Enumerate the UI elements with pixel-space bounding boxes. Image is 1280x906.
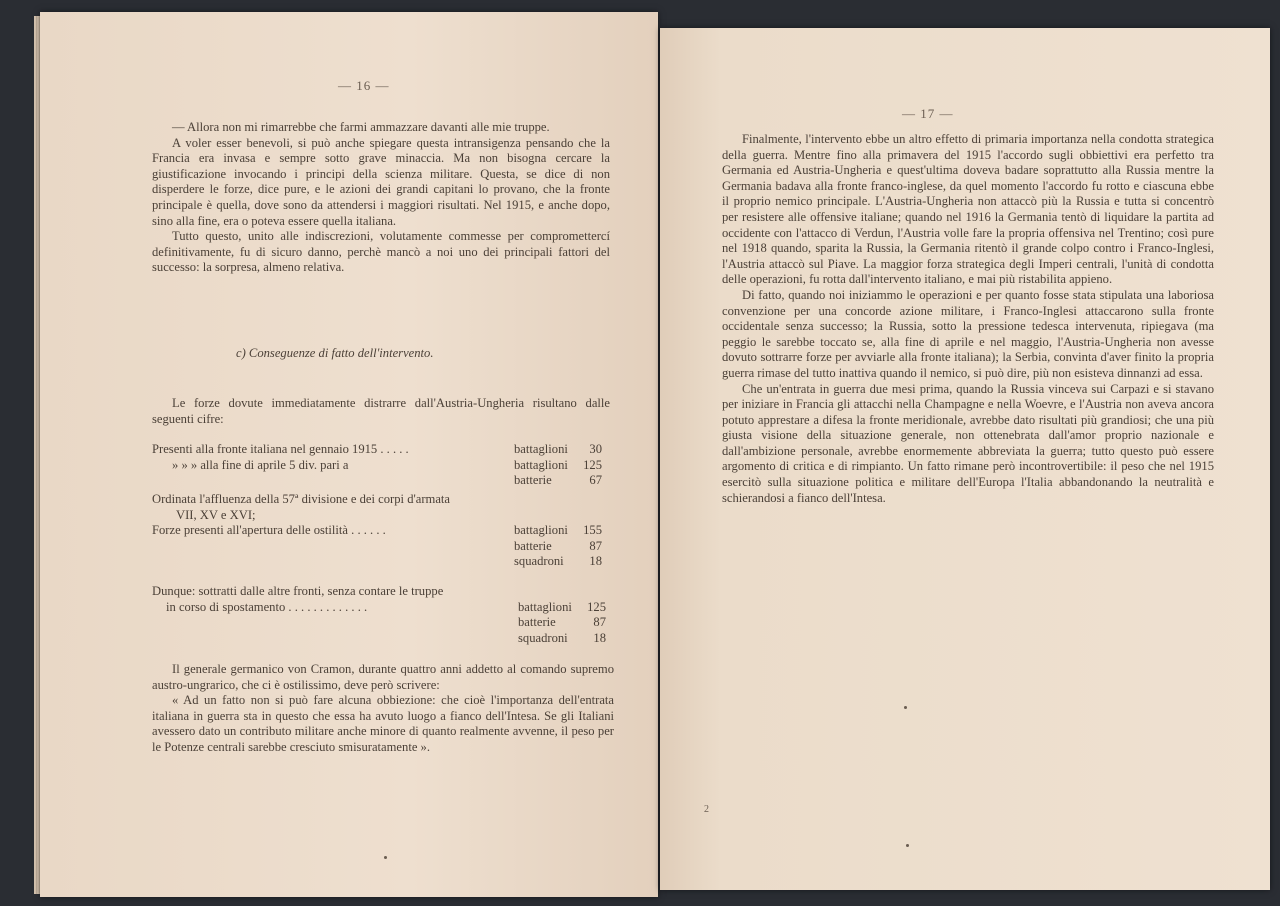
row-unit: batterie <box>518 615 556 630</box>
paper-speck <box>384 856 387 859</box>
table-row <box>152 600 612 616</box>
paragraph: Finalmente, l'intervento ebbe un altro effetto di primaria importanza nella condotta strategica della guerra. Mentre fino alla primavera del 1915 l'accordo sugli obbiettivi era perfetto tra Germania ed Austria-Ungheria e quest'ultima doveva badare soprattutto alla Russia mentre la Germania badava alla fronte franco-inglese, da quel momento l'accordo fu rotto e ciascuna ebbe il proprio nemico principale. L'Austria-Ungheria non attaccò più la Russia e tutta si concentrò per resistere alle offensive italiane; quando nel 1916 la Germania tentò di liquidare la partita ad occidente con l'attacco di Verdun, l'Austria volle fare la propria offensiva nel Trentino; così pure nel 1918 quando, sparita la Russia, la Germania ritentò il grande colpo contro i Franco-Inglesi, l'Austria attaccò sul Piave. La maggior forza strategica degli Imperi centrali, l'unità di condotta delle operazioni, fu rotta dall'intervento italiano, e mai più ristabilita appieno. <box>722 132 1214 287</box>
paragraph: A voler esser benevoli, si può anche spiegare questa intransigenza pensando che la Francia era invasa e sempre sotto grave minaccia. Ma non bisogna cercare la giustificazione invocando i principi della scienza militare. Questa, se dice di non disperdere le forze, dice pure, e le azioni dei grandi capitani lo provano, che la fronte principale è quella, dove sono da attendersi i maggiori risultati. Nel 1915, e anche dopo, sino alla fine, era o poteva essere quella italiana. <box>152 135 610 228</box>
row-value: 30 <box>589 442 602 456</box>
paragraph: — Allora non mi rimarrebbe che farmi ammazzare davanti alle mie truppe. <box>172 120 550 134</box>
forces-table-1 <box>152 442 612 489</box>
table-row <box>152 523 612 539</box>
table-row <box>152 442 612 458</box>
row-value: 87 <box>589 538 602 553</box>
line-text: VII, XV e XVI; <box>176 507 256 522</box>
row-unit: batterie <box>514 473 552 488</box>
quotation: « Ad un fatto non si può fare alcuna obbiezione: che cioè l'importanza dell'entrata italiana in guerra sta in questo che essa ha avuto luogo a fianco dell'Intesa. Se gli Italiani avessero dato un contributo militare anche minore di quanto realmente avvenne, il peso per le Potenze centrali sarebbe cresciuto smisuratamente ». <box>152 693 614 754</box>
row-unit: battaglioni <box>514 442 568 456</box>
paper-speck <box>906 844 909 847</box>
text-line <box>152 584 612 600</box>
paragraph: Che un'entrata in guerra due mesi prima, quando la Russia vinceva sui Carpazi e si stavano per iniziare in Francia gli attacchi nella Champagne e nella Woevre, e l'Austria non aveva ancora potuto apprestare a difesa la fronte meridionale, avrebbe dato risultati più grandiosi; che una più giusta visione della situazione generale, non ottenebrata dall'amor proprio nazionale e dall'ambizione personale, avrebbe enormemente abbreviata la guerra; tutto questo può essere argomento di critica e di rimpianto. Un fatto rimane però incontrovertibile: il peso che nel 1915 esercitò sulla situazione politica e militare dell'Europa l'Italia abbandonando la neutralità e schierandosi a fianco dell'Intesa. <box>722 381 1214 505</box>
paragraph: Il generale germanico von Cramon, durante quattro anni addetto al comando supremo austro-ungrarico, che ci è ostilissimo, deve però scrivere: <box>152 662 614 692</box>
row-value: 18 <box>589 554 602 569</box>
forces-intro <box>152 396 610 427</box>
paragraph: Di fatto, quando noi iniziammo le operazioni e per quanto fosse stata stipulata una laboriosa convenzione per una concorde azione militare, i Franco-Inglesi attaccarono sulla fronte occidentale senza successo; la Russia, sotto la pressione tedesca intervenuta, ripiegava (ma peggio le sarebbe toccato se, alla fine di aprile e nel maggio, l'Austria-Ungheria non avesse dovuto sottrarre forze per avviarle alla fronte italiana); la Serbia, convinta d'aver finito la propria guerra rimase del tutto inattiva quando il nemico, si può dire, più non esisteva dinnanzi ad essa. <box>722 287 1214 380</box>
row-unit: squadroni <box>518 630 568 645</box>
forces-table-2 <box>152 492 612 570</box>
line-text: Dunque: sottratti dalle altre fronti, senza contare le truppe <box>152 584 444 598</box>
left-page <box>40 12 658 897</box>
body-text <box>722 132 1214 506</box>
line-text: in corso di spostamento . . . . . . . . . . . . . <box>166 599 368 614</box>
table-row <box>152 631 612 647</box>
section-heading: c) Conseguenze di fatto dell'intervento. <box>236 346 434 360</box>
closing-text <box>152 662 614 756</box>
table-row <box>152 554 612 570</box>
paragraph: Le forze dovute immediatamente distrarre dall'Austria-Ungheria risultano dalle seguenti cifre: <box>152 396 610 426</box>
row-unit: battaglioni <box>518 599 572 614</box>
row-unit: battaglioni <box>514 457 568 472</box>
table-row <box>152 615 612 631</box>
table-row <box>152 473 612 489</box>
row-unit: batterie <box>514 538 552 553</box>
line-text: Ordinata l'affluenza della 57ª divisione e dei corpi d'armata <box>152 492 451 506</box>
row-label: » » » alla fine di aprile 5 div. pari a <box>172 457 349 472</box>
page-number: — 17 — <box>902 106 954 121</box>
paper-speck <box>904 706 907 709</box>
paragraph: Tutto questo, unito alle indiscrezioni, volutamente commesse per compromettercí definitivamente, fu di sicuro danno, perchè mancò a noi uno dei principali fattori del successo: la sorpresa, almeno relativa. <box>152 229 610 275</box>
intro-text <box>152 120 610 276</box>
text-line <box>152 508 612 524</box>
table-row <box>152 458 612 474</box>
forces-table-3 <box>152 584 612 646</box>
row-value: 18 <box>593 630 606 645</box>
text-line <box>152 492 612 508</box>
row-value: 125 <box>587 599 606 614</box>
row-unit: battaglioni <box>514 523 568 538</box>
row-value: 87 <box>593 615 606 630</box>
row-label: Forze presenti all'apertura delle ostilità . . . . . . <box>152 523 386 538</box>
page-number: — 16 — <box>338 78 390 93</box>
table-row <box>152 539 612 555</box>
row-unit: squadroni <box>514 554 564 569</box>
signature-mark: 2 <box>704 804 709 815</box>
row-value: 67 <box>589 473 602 488</box>
right-page <box>660 28 1270 890</box>
row-value: 155 <box>583 523 602 538</box>
row-label: Presenti alla fronte italiana nel gennaio 1915 . . . . . <box>152 442 409 456</box>
row-value: 125 <box>583 457 602 472</box>
